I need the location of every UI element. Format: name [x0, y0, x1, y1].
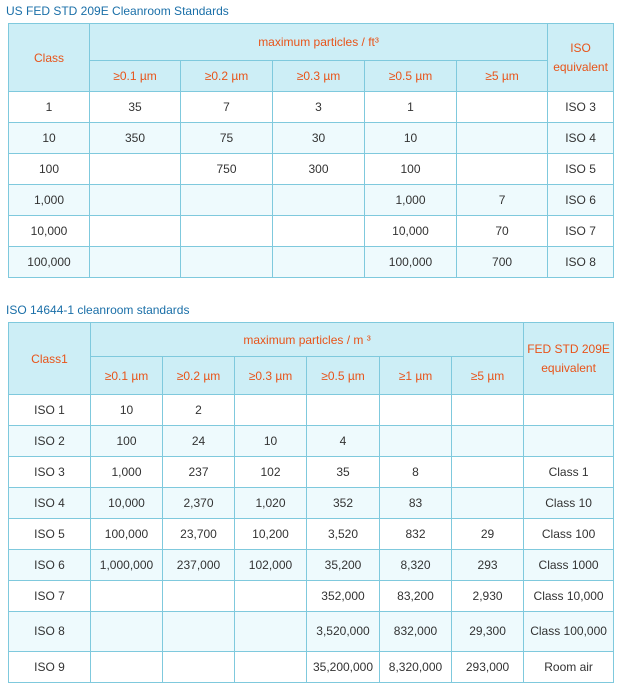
fed-table-caption: US FED STD 209E Cleanroom Standards [6, 4, 229, 18]
table-cell [91, 612, 163, 652]
table-cell [9, 488, 91, 519]
cell-value: 102 [260, 464, 281, 479]
table-cell [163, 652, 235, 683]
cell-value: ISO 3 [34, 464, 65, 479]
cell-value: 300 [308, 161, 329, 176]
table-cell [181, 123, 273, 154]
cell-value: 100 [38, 161, 60, 176]
table-cell [163, 612, 235, 652]
table-cell [9, 519, 91, 550]
cell-value: Class 100 [541, 526, 596, 541]
table-cell [90, 154, 181, 185]
cell-value: 100 [116, 433, 137, 448]
table-cell [548, 185, 614, 216]
cell-value: 7 [498, 192, 506, 207]
table-cell [307, 581, 380, 612]
cell-value: Room air [544, 659, 593, 674]
column-header: ≥0.1 µm [90, 61, 181, 92]
cell-value: 100,000 [27, 254, 71, 269]
table-cell [452, 581, 524, 612]
group-header: maximum particles / m ³ [91, 323, 524, 357]
equivalent-header [524, 323, 614, 395]
fed-std-table [8, 23, 614, 278]
table-cell [307, 457, 380, 488]
table-row [9, 426, 614, 457]
table-cell [380, 612, 452, 652]
cell-value: 10,200 [252, 526, 289, 541]
cell-value: 35,200,000 [312, 659, 374, 674]
table-cell [163, 488, 235, 519]
cell-value: 10 [119, 402, 134, 417]
class-header: Class [9, 24, 90, 92]
table-cell [91, 395, 163, 426]
table-row [9, 652, 614, 683]
table-cell [524, 395, 614, 426]
table-cell [457, 216, 548, 247]
class-header: Class1 [9, 323, 91, 395]
table-cell [307, 488, 380, 519]
table-cell [163, 457, 235, 488]
cell-value: 100,000 [104, 526, 149, 541]
table-cell [9, 123, 90, 154]
table-cell [181, 216, 273, 247]
table-cell [548, 216, 614, 247]
table-cell [235, 519, 307, 550]
cell-value: 352 [332, 495, 354, 510]
table-cell [9, 154, 90, 185]
table-cell [365, 216, 457, 247]
column-header: ≥1 µm [380, 357, 452, 395]
table-cell [91, 550, 163, 581]
table-cell [91, 457, 163, 488]
table-cell [273, 123, 365, 154]
cell-value: 3,520,000 [316, 624, 370, 638]
cell-value: 1,020 [255, 495, 286, 510]
table-cell [365, 92, 457, 123]
table-row [9, 488, 614, 519]
cell-value: 350 [124, 130, 146, 145]
cell-value: 3 [315, 99, 322, 114]
table-cell [9, 581, 91, 612]
cell-value: 29,300 [469, 624, 506, 638]
table-cell [452, 550, 524, 581]
table-cell [524, 550, 614, 581]
table-cell [235, 488, 307, 519]
table-cell [9, 247, 90, 278]
cell-value: 1,000 [33, 192, 65, 207]
cell-value: 1 [407, 99, 414, 114]
table-cell [548, 154, 614, 185]
table-cell [235, 550, 307, 581]
table-cell [380, 550, 452, 581]
cell-value: 8,320 [400, 557, 431, 572]
column-header: ≥0.2 µm [163, 357, 235, 395]
cell-value: 8 [412, 464, 419, 479]
table-cell [524, 652, 614, 683]
cell-value: ISO 4 [34, 495, 65, 510]
cell-value: ISO 7 [565, 223, 596, 238]
table-row [9, 247, 614, 278]
table-cell [9, 457, 91, 488]
table-row [9, 519, 614, 550]
cell-value: ISO 6 [565, 192, 596, 207]
cell-value: Class 10,000 [533, 588, 604, 603]
cell-value: 24 [191, 433, 206, 448]
cell-value: ISO 8 [565, 254, 596, 269]
table-cell [524, 612, 614, 652]
cell-value: 4 [339, 433, 347, 448]
table-cell [307, 652, 380, 683]
cell-value: 23,700 [180, 526, 217, 541]
table-cell [163, 550, 235, 581]
cell-value: 10 [263, 433, 278, 448]
cell-value: 832,000 [393, 624, 438, 638]
table-cell [273, 185, 365, 216]
cell-value: 10 [42, 130, 56, 145]
cell-value: 1,000 [395, 192, 426, 207]
column-header: ≥0.3 µm [273, 61, 365, 92]
table-cell [91, 426, 163, 457]
cell-value: 35 [336, 464, 350, 479]
table-row [9, 92, 614, 123]
table-cell [380, 581, 452, 612]
table-row [9, 154, 614, 185]
table-cell [9, 216, 90, 247]
table-cell [307, 426, 380, 457]
cell-value: 700 [492, 254, 513, 269]
table-cell [9, 395, 91, 426]
table-cell [235, 426, 307, 457]
column-header: ≥5 µm [457, 61, 548, 92]
table-cell [181, 185, 273, 216]
table-cell [9, 612, 91, 652]
table-cell [524, 488, 614, 519]
table-cell [380, 395, 452, 426]
cell-value: 29 [480, 526, 495, 541]
table-cell [90, 216, 181, 247]
table-cell [91, 581, 163, 612]
equivalent-header-label: FED STD 209E equivalent [527, 341, 610, 375]
cell-value: ISO 5 [565, 161, 596, 176]
cell-value: Class 1000 [538, 557, 599, 572]
table-row [9, 581, 614, 612]
column-header: ≥0.1 µm [91, 357, 163, 395]
table-cell [235, 612, 307, 652]
equivalent-header [548, 24, 614, 92]
cell-value: 832 [405, 526, 426, 541]
table-cell [235, 457, 307, 488]
table-cell [548, 92, 614, 123]
cell-value: 237 [188, 464, 209, 479]
cell-value: ISO 9 [34, 659, 65, 674]
table-cell [90, 247, 181, 278]
table-cell [90, 185, 181, 216]
table-cell [452, 612, 524, 652]
table-cell [307, 550, 380, 581]
table-cell [273, 92, 365, 123]
table-cell [91, 519, 163, 550]
table-cell [452, 652, 524, 683]
table-cell [457, 123, 548, 154]
column-header: ≥0.5 µm [365, 61, 457, 92]
iso-14644-table [8, 322, 614, 683]
cell-value: 7 [223, 99, 230, 114]
table-row [9, 395, 614, 426]
table-row [9, 216, 614, 247]
table-cell [452, 395, 524, 426]
cell-value: ISO 5 [34, 526, 65, 541]
cell-value: 102,000 [248, 557, 293, 572]
cell-value: 2,370 [183, 495, 214, 510]
cell-value: 10 [403, 130, 418, 145]
table-cell [457, 185, 548, 216]
cell-value: Class 1 [548, 464, 589, 479]
cell-value: 293,000 [465, 659, 510, 674]
cell-value: 1 [45, 99, 53, 114]
cell-value: 100 [400, 161, 421, 176]
table-cell [452, 426, 524, 457]
table-cell [91, 652, 163, 683]
table-cell [457, 92, 548, 123]
table-cell [163, 519, 235, 550]
table-row [9, 185, 614, 216]
table-cell [9, 652, 91, 683]
table-cell [365, 154, 457, 185]
cell-value: ISO 1 [34, 402, 65, 417]
table-cell [365, 247, 457, 278]
cell-value: 83,200 [397, 588, 434, 603]
table-cell [452, 457, 524, 488]
equivalent-header-label: ISO equivalent [553, 40, 608, 74]
cell-value: 35 [128, 99, 142, 114]
table-cell [524, 581, 614, 612]
cell-value: 75 [219, 130, 234, 145]
cell-value: 10,000 [30, 223, 68, 238]
cell-value: 352,000 [321, 588, 365, 603]
table-cell [452, 488, 524, 519]
cell-value: 237,000 [176, 557, 221, 572]
table-cell [380, 652, 452, 683]
table-cell [163, 395, 235, 426]
table-cell [307, 519, 380, 550]
table-cell [9, 426, 91, 457]
table-row [9, 550, 614, 581]
table-cell [91, 488, 163, 519]
table-cell [307, 612, 380, 652]
table-row [9, 123, 614, 154]
table-cell [90, 123, 181, 154]
table-cell [235, 652, 307, 683]
table-cell [90, 92, 181, 123]
column-header: ≥0.3 µm [235, 357, 307, 395]
cell-value: Class 100,000 [530, 624, 607, 638]
cell-value: ISO 2 [34, 433, 65, 448]
table-cell [235, 581, 307, 612]
table-cell [181, 247, 273, 278]
table-cell [235, 395, 307, 426]
cell-value: 1,000 [111, 464, 142, 479]
table-cell [9, 92, 90, 123]
cell-value: 8,320,000 [388, 659, 443, 674]
table-cell [524, 457, 614, 488]
cell-value: 750 [216, 161, 237, 176]
cell-value: 100,000 [388, 254, 433, 269]
table-cell [548, 123, 614, 154]
cell-value: 10,000 [108, 495, 145, 510]
column-header: ≥0.2 µm [181, 61, 273, 92]
table-cell [452, 519, 524, 550]
cell-value: 83 [408, 495, 423, 510]
table-cell [163, 426, 235, 457]
table-row [9, 612, 614, 652]
group-header: maximum particles / ft³ [90, 24, 548, 61]
cell-value: 1,000,000 [99, 557, 154, 572]
cell-value: ISO 7 [34, 588, 65, 603]
table-cell [181, 92, 273, 123]
column-header: ≥5 µm [452, 357, 524, 395]
cell-value: ISO 8 [34, 624, 65, 638]
cell-value: 3,520 [327, 526, 359, 541]
cell-value: 70 [495, 223, 509, 238]
table-cell [9, 185, 90, 216]
column-header: ≥0.5 µm [307, 357, 380, 395]
table-cell [548, 247, 614, 278]
table-cell [457, 154, 548, 185]
table-cell [9, 550, 91, 581]
table-cell [380, 457, 452, 488]
table-cell [365, 185, 457, 216]
cell-value: ISO 3 [565, 99, 596, 114]
table-row [9, 457, 614, 488]
cell-value: ISO 4 [565, 130, 596, 145]
table-cell [380, 488, 452, 519]
table-cell [457, 247, 548, 278]
table-cell [524, 426, 614, 457]
table-cell [365, 123, 457, 154]
table-cell [273, 216, 365, 247]
table-cell [273, 154, 365, 185]
table-cell [380, 426, 452, 457]
table-cell [181, 154, 273, 185]
table-cell [273, 247, 365, 278]
cell-value: 10,000 [392, 223, 429, 238]
table-cell [524, 519, 614, 550]
table-cell [307, 395, 380, 426]
iso-table-caption: ISO 14644-1 cleanroom standards [6, 303, 190, 317]
table-cell [380, 519, 452, 550]
cell-value: 293 [477, 557, 498, 572]
cell-value: 2 [195, 402, 202, 417]
cell-value: ISO 6 [34, 557, 65, 572]
cell-value: Class 10 [545, 495, 592, 510]
cell-value: 30 [311, 130, 326, 145]
table-cell [163, 581, 235, 612]
cell-value: 2,930 [472, 588, 503, 603]
cell-value: 35,200 [324, 557, 362, 572]
